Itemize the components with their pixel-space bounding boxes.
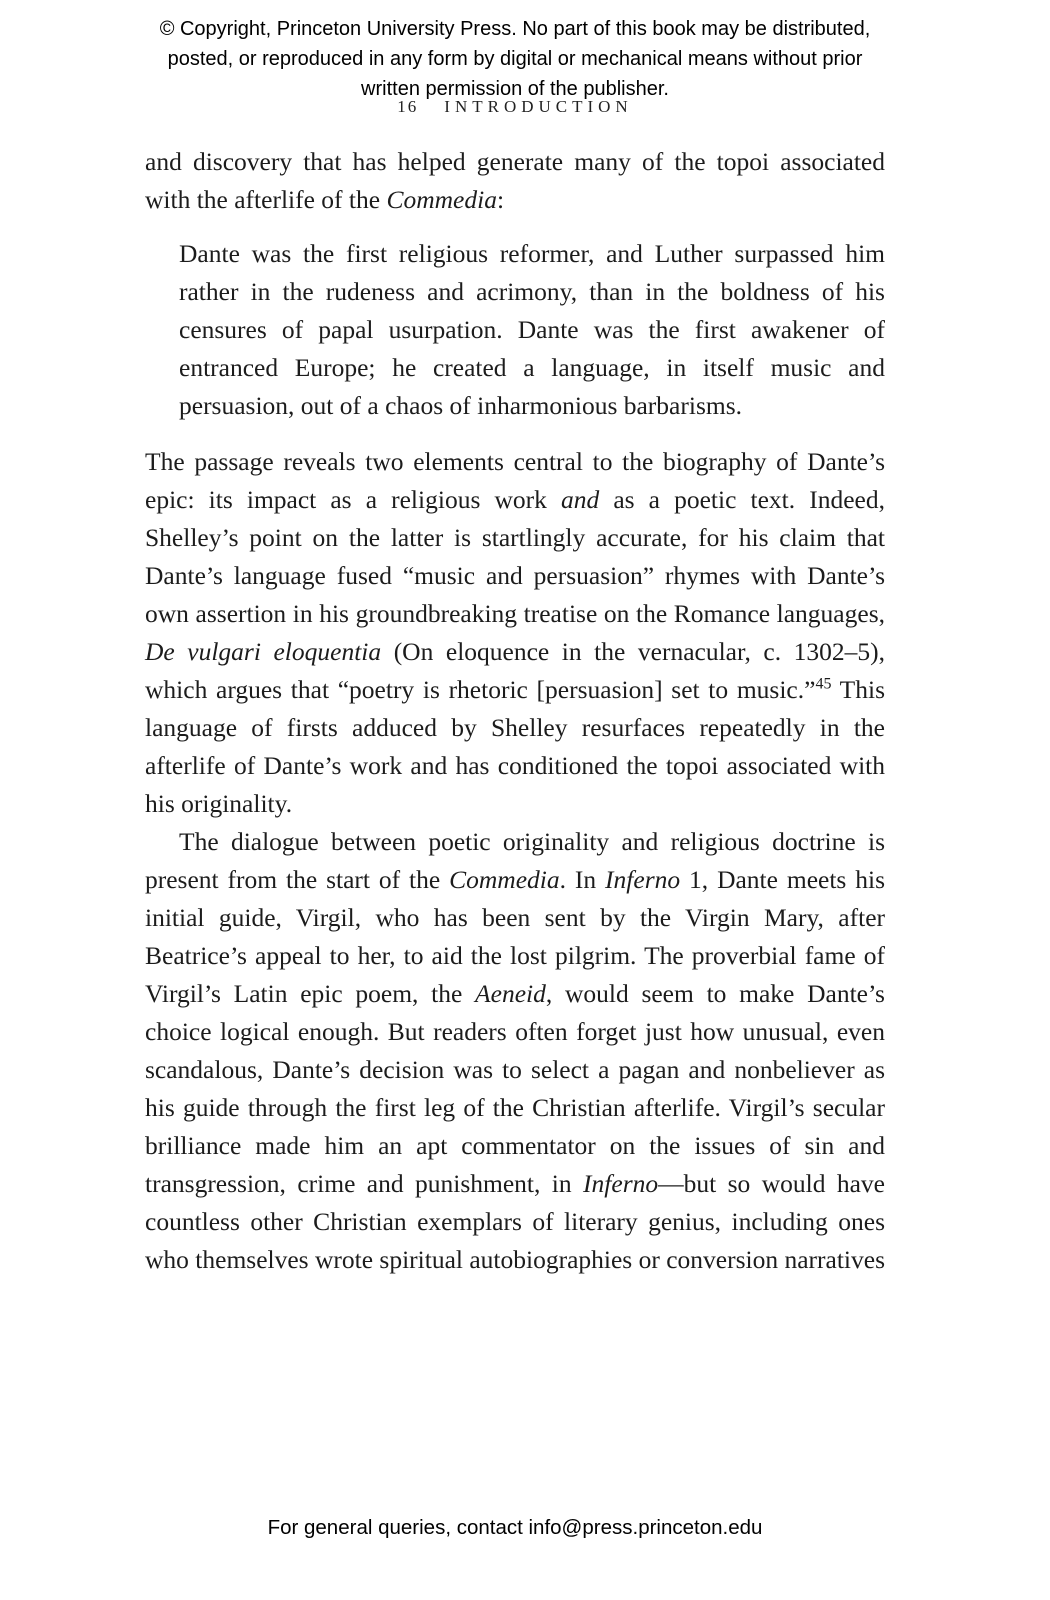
italic-text: Commedia	[449, 865, 560, 894]
text-run: 1, Dante meets his initial guide, Virgil, who has been sent by the Virgin Mary, after Beatrice’s appeal to her, to aid the lost pilgrim. The proverbial fame of Virgil’s Latin epic poem, the	[145, 865, 886, 1008]
body-text	[145, 143, 885, 1279]
text-run: The passage reveals two elements central to the biography of Dante’s epic: its impact as a religious work	[145, 447, 885, 514]
block-quote	[179, 235, 885, 425]
text-run: Dante was the first religious reformer, and Luther surpassed him rather in the rudeness and acrimony, than in the boldness of his censures of papal usurpation. Dante was the first awakener of entranced Europe; he created a language, in itself music and persuasion, out of a chaos of inharmonious barbarisms.	[179, 239, 885, 420]
paragraph	[145, 443, 885, 823]
text-run: This language of firsts adduced by Shelley resurfaces repeatedly in the afterlife of Dante’s work and has conditioned the topoi associated with his originality.	[145, 675, 886, 818]
text-run: , would seem to make Dante’s choice logical enough. But readers often forget just how unusual, even scandalous, Dante’s decision was to select a pagan and nonbeliever as his guide through the first leg of the Christian afterlife. Virgil’s secular brilliance made him an apt commentator on the issues of sin and transgression, crime and punishment, in	[145, 979, 885, 1198]
text-run: The dialogue between poetic originality and religious doctrine is present from the start of the	[145, 827, 885, 894]
paragraph	[145, 823, 885, 1279]
italic-text: and	[560, 485, 600, 514]
text-run: —but so would have countless other Christian exemplars of literary genius, including ones who themselves wrote spiritual autobiographies or conversion narratives	[145, 1169, 886, 1274]
text-run: as a poetic text. Indeed, Shelley’s point on the latter is startlingly accurate, for his claim that Dante’s language fused “music and persuasion” rhymes with Dante’s own assertion in his groundbreaking treatise on the Romance languages,	[145, 485, 885, 628]
page-number: 16	[397, 97, 419, 116]
running-header	[145, 97, 885, 117]
italic-text: Commedia	[386, 185, 497, 214]
italic-text: Inferno	[605, 865, 681, 894]
text-run: (On eloquence in the vernacular, c. 1302–5), which argues that “poetry is rhetoric [persuasion] set to music.”	[145, 637, 885, 704]
paragraph	[145, 143, 885, 219]
footnote-reference: 45	[815, 675, 832, 693]
text-run: :	[496, 185, 505, 214]
text-run: and discovery that has helped generate many of the topoi associated with the afterlife of the	[145, 147, 885, 214]
running-head-title: INTRODUCTION	[444, 97, 633, 116]
copyright-notice: © Copyright, Princeton University Press. No part of this book may be distributed, posted, or reproduced in any form by digital or mechanical means without prior written permission of the publisher.	[159, 18, 871, 100]
text-run: . In	[559, 865, 606, 894]
italic-text: Aeneid	[475, 979, 546, 1008]
italic-text: Inferno	[583, 1169, 659, 1198]
italic-text: De vulgari eloquentia	[145, 637, 382, 666]
footer-contact: For general queries, contact info@press.princeton.edu	[267, 1516, 763, 1539]
